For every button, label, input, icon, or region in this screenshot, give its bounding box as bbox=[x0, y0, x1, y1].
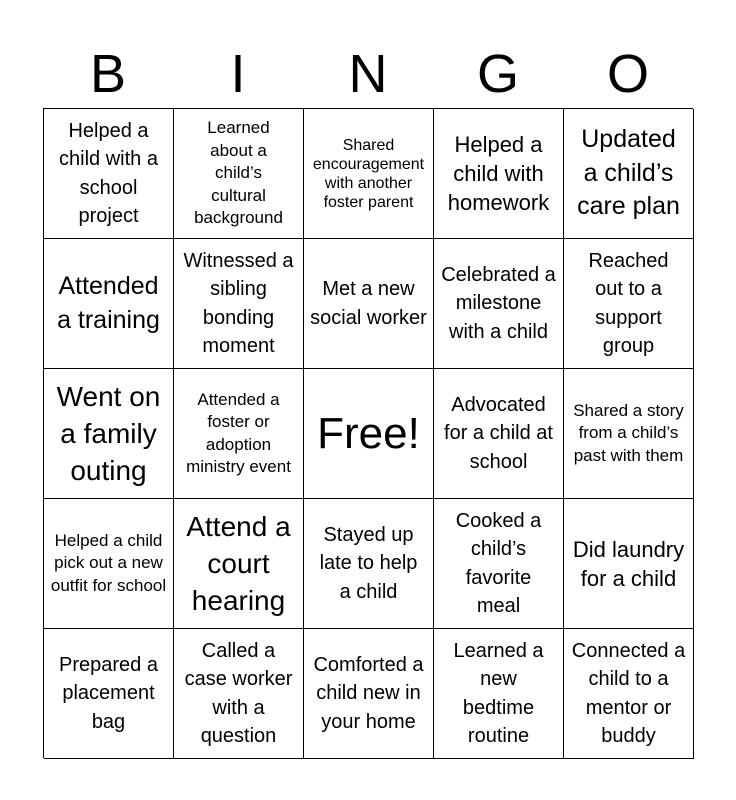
bingo-cell[interactable] bbox=[174, 239, 304, 369]
cell-text: Updated a child’s care plan bbox=[577, 125, 680, 221]
cell-text: Attend a court hearing bbox=[186, 511, 291, 616]
bingo-cell[interactable] bbox=[564, 629, 694, 759]
bingo-cell[interactable] bbox=[434, 629, 564, 759]
cell-text: Helped a child pick out a new outfit for school bbox=[50, 530, 167, 595]
header-letter-i: I bbox=[230, 44, 246, 104]
free-space-label: Free! bbox=[317, 408, 420, 458]
cell-text: Attended a foster or adoption ministry event bbox=[186, 389, 291, 476]
cell-text: Cooked a child’s favorite meal bbox=[455, 509, 542, 617]
bingo-header bbox=[43, 40, 693, 108]
bingo-cell[interactable] bbox=[434, 239, 564, 369]
cell-text: Advocated for a child at school bbox=[444, 393, 553, 473]
bingo-cell[interactable] bbox=[44, 369, 174, 499]
cell-text: Prepared a placement bag bbox=[59, 653, 158, 733]
bingo-cell[interactable] bbox=[44, 239, 174, 369]
bingo-cell[interactable] bbox=[44, 499, 174, 629]
bingo-cell[interactable] bbox=[304, 109, 434, 239]
cell-text: Reached out to a support group bbox=[588, 249, 669, 357]
bingo-cell[interactable] bbox=[174, 109, 304, 239]
cell-text: Comforted a child new in your home bbox=[313, 653, 424, 733]
bingo-cell[interactable] bbox=[304, 239, 434, 369]
cell-text: Stayed up late to help a child bbox=[319, 523, 418, 603]
header-letter-b: B bbox=[89, 44, 127, 104]
cell-text: Did laundry for a child bbox=[572, 536, 685, 591]
cell-text: Learned a new bedtime routine bbox=[453, 639, 544, 747]
free-space[interactable] bbox=[304, 369, 434, 499]
bingo-cell[interactable] bbox=[174, 499, 304, 629]
cell-text: Shared encouragement with another foster parent bbox=[312, 136, 425, 211]
cell-text: Attended a training bbox=[57, 272, 160, 334]
bingo-cell[interactable] bbox=[434, 499, 564, 629]
bingo-cell[interactable] bbox=[564, 109, 694, 239]
cell-text: Helped a child with homework bbox=[447, 132, 550, 215]
bingo-cell[interactable] bbox=[44, 629, 174, 759]
cell-text: Called a case worker with a question bbox=[184, 639, 293, 747]
header-letter-n: N bbox=[348, 44, 388, 104]
bingo-cell[interactable] bbox=[564, 369, 694, 499]
cell-text: Went on a family outing bbox=[56, 381, 161, 486]
cell-text: Learned about a child’s cultural background bbox=[194, 118, 283, 228]
header-letter-o: O bbox=[606, 44, 649, 104]
cell-text: Met a new social worker bbox=[310, 278, 427, 329]
header-letter-g: G bbox=[476, 44, 519, 104]
bingo-cell[interactable] bbox=[304, 629, 434, 759]
cell-text: Connected a child to a mentor or buddy bbox=[571, 639, 686, 747]
cell-text: Witnessed a sibling bonding moment bbox=[183, 249, 294, 357]
bingo-cell[interactable] bbox=[304, 499, 434, 629]
bingo-cell[interactable] bbox=[434, 109, 564, 239]
cell-text: Celebrated a milestone with a child bbox=[441, 263, 556, 343]
bingo-cell[interactable] bbox=[174, 629, 304, 759]
cell-text: Helped a child with a school project bbox=[59, 119, 158, 227]
cell-text: Shared a story from a child’s past with them bbox=[573, 400, 684, 465]
bingo-grid bbox=[43, 108, 693, 758]
bingo-cell[interactable] bbox=[434, 369, 564, 499]
bingo-cell[interactable] bbox=[564, 499, 694, 629]
bingo-cell[interactable] bbox=[44, 109, 174, 239]
bingo-cell[interactable] bbox=[564, 239, 694, 369]
bingo-cell[interactable] bbox=[174, 369, 304, 499]
